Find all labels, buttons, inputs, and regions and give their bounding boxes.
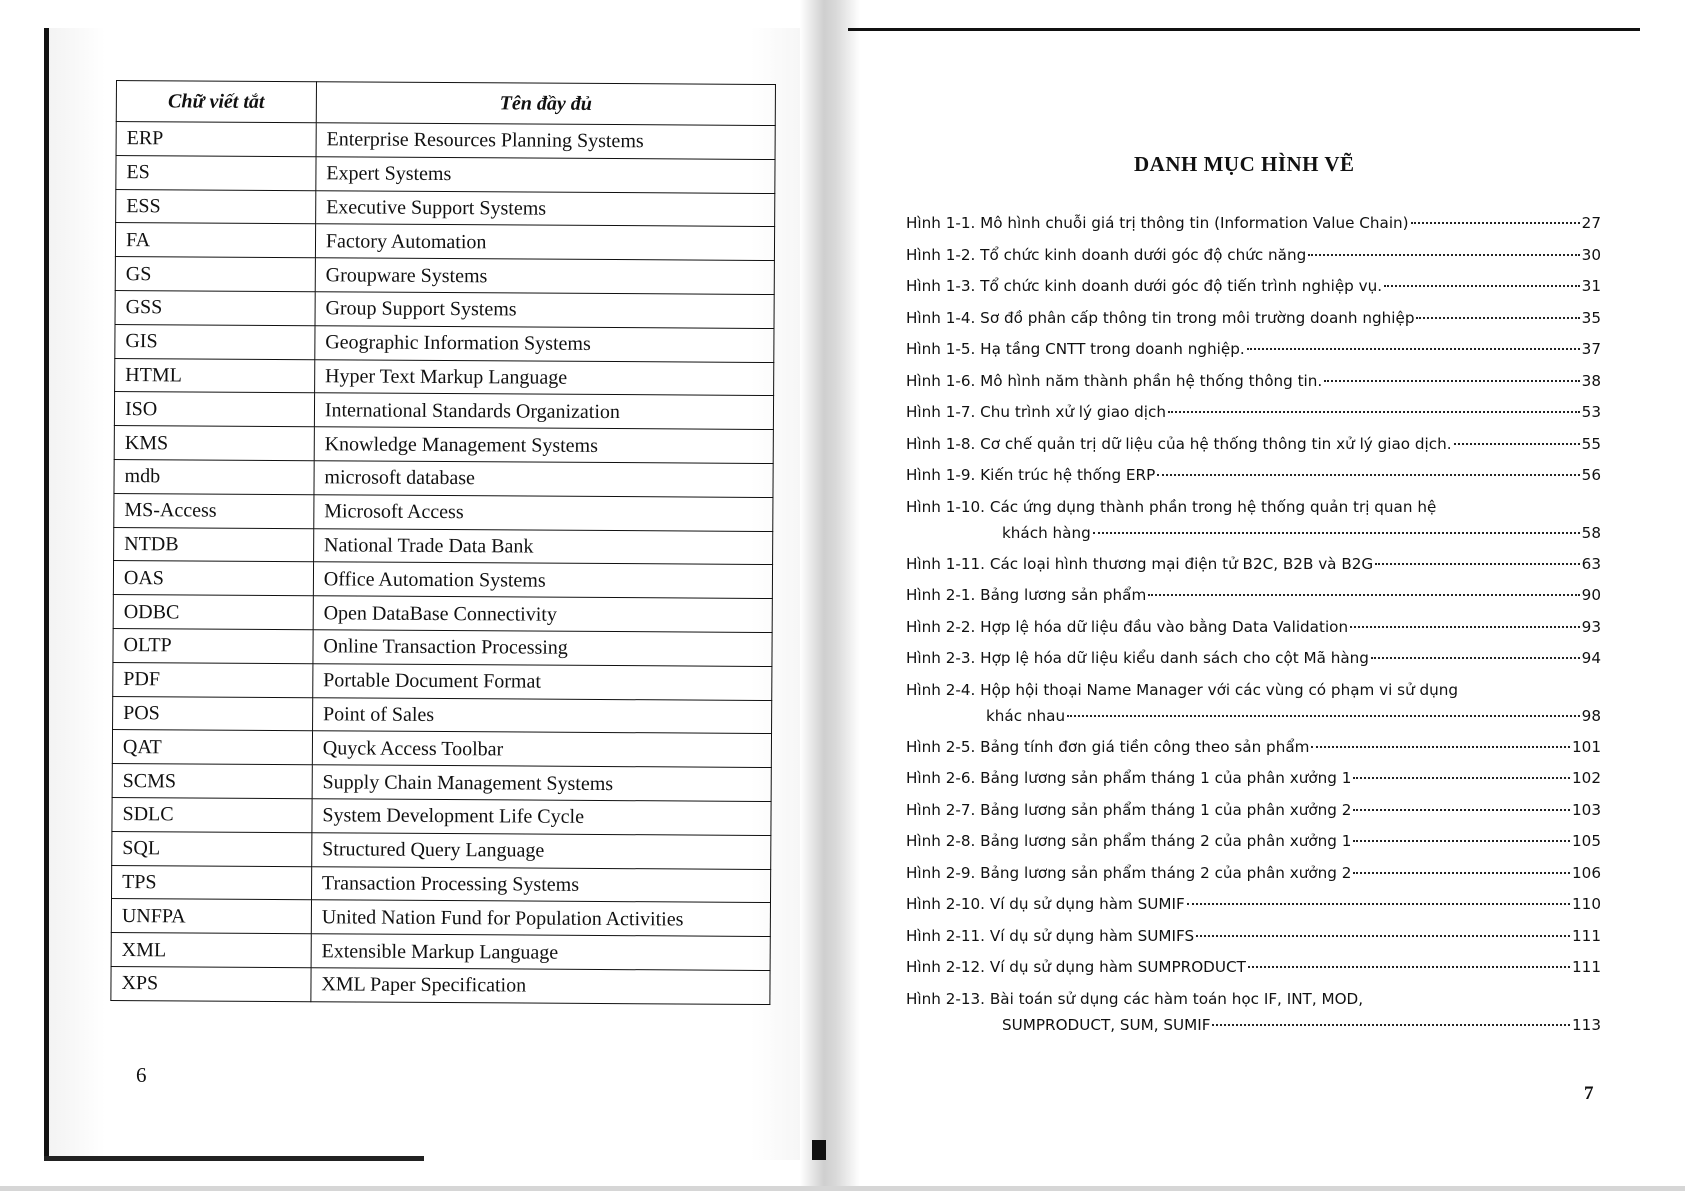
abbreviation-cell: ERP bbox=[116, 122, 316, 157]
figure-page-number: 102 bbox=[1572, 769, 1601, 787]
abbreviation-cell: PDF bbox=[113, 662, 313, 697]
table-row bbox=[111, 933, 770, 971]
abbreviation-cell: SQL bbox=[112, 831, 312, 866]
figure-label: Hình 2-6. Bảng lương sản phẩm tháng 1 của phân xưởng 1 bbox=[906, 769, 1352, 787]
table-row bbox=[116, 189, 775, 227]
table-header-row bbox=[116, 81, 775, 126]
abbreviation-cell: NTDB bbox=[114, 527, 314, 562]
figure-label: Hình 2-8. Bảng lương sản phẩm tháng 2 của phân xưởng 1 bbox=[906, 832, 1352, 850]
full-name-cell: Structured Query Language bbox=[312, 832, 771, 869]
figure-page-number: 56 bbox=[1581, 466, 1601, 484]
figure-entry bbox=[906, 586, 1601, 618]
table-row bbox=[114, 493, 773, 531]
table-row bbox=[115, 324, 774, 362]
figure-entry bbox=[906, 340, 1601, 372]
figure-entry bbox=[906, 958, 1601, 990]
figure-entry bbox=[906, 277, 1601, 309]
figure-label: Hình 1-8. Cơ chế quản trị dữ liệu của hệ thống thông tin xử lý giao dịch. bbox=[906, 434, 1452, 453]
figure-label-continuation: khách hàng bbox=[1002, 523, 1091, 542]
table-row bbox=[114, 392, 773, 430]
table-row bbox=[111, 899, 770, 937]
table-row bbox=[112, 730, 771, 768]
figure-entry bbox=[906, 927, 1601, 959]
full-name-cell: Knowledge Management Systems bbox=[314, 427, 773, 464]
full-name-cell: Hyper Text Markup Language bbox=[314, 359, 773, 396]
figure-label: Hình 2-3. Hợp lệ hóa dữ liệu kiểu danh sách cho cột Mã hàng bbox=[906, 649, 1369, 667]
figure-page-number: 113 bbox=[1572, 1015, 1601, 1034]
abbreviation-cell: ES bbox=[116, 155, 316, 190]
abbreviation-cell: ODBC bbox=[113, 595, 313, 630]
table-row bbox=[113, 628, 772, 666]
dot-leader bbox=[1308, 254, 1579, 256]
dot-leader bbox=[1350, 626, 1580, 628]
full-name-cell: Microsoft Access bbox=[314, 494, 773, 531]
figure-label: Hình 1-1. Mô hình chuỗi giá trị thông tin (Information Value Chain) bbox=[906, 214, 1409, 232]
full-name-cell: National Trade Data Bank bbox=[313, 528, 772, 565]
abbreviation-cell: XPS bbox=[111, 966, 311, 1001]
table-row bbox=[114, 459, 773, 497]
table-row bbox=[116, 155, 775, 193]
dot-leader bbox=[1196, 935, 1570, 937]
full-name-cell: microsoft database bbox=[314, 461, 773, 498]
figure-entry bbox=[906, 214, 1601, 246]
figure-entry bbox=[906, 498, 1601, 555]
abbreviation-cell: QAT bbox=[112, 730, 312, 765]
abbreviation-cell: OLTP bbox=[113, 628, 313, 663]
figure-page-number: 101 bbox=[1572, 737, 1601, 756]
figure-label: Hình 1-7. Chu trình xử lý giao dịch bbox=[906, 403, 1166, 421]
abbreviation-cell: ISO bbox=[114, 392, 314, 427]
table-row bbox=[115, 290, 774, 328]
figure-page-number: 90 bbox=[1581, 586, 1601, 604]
table-row bbox=[113, 662, 772, 700]
figure-label: Hình 2-10. Ví dụ sử dụng hàm SUMIF bbox=[906, 895, 1185, 913]
abbreviation-cell: GSS bbox=[115, 290, 315, 325]
abbreviation-cell: GS bbox=[115, 257, 315, 292]
dot-leader bbox=[1411, 222, 1580, 224]
dot-leader bbox=[1371, 657, 1580, 659]
abbreviation-table bbox=[110, 80, 776, 1005]
scan-bottom-border bbox=[0, 1186, 1685, 1191]
figure-label: Hình 1-6. Mô hình năm thành phần hệ thống thông tin. bbox=[906, 371, 1323, 390]
right-page-top-line bbox=[848, 28, 1640, 31]
figure-label: Hình 2-11. Ví dụ sử dụng hàm SUMIFS bbox=[906, 926, 1195, 945]
figure-label-continuation-line bbox=[906, 707, 1601, 725]
full-name-cell: Open DataBase Connectivity bbox=[313, 596, 772, 633]
full-name-cell: XML Paper Specification bbox=[311, 968, 770, 1005]
figure-entry bbox=[906, 864, 1601, 896]
figure-page-number: 63 bbox=[1581, 554, 1601, 573]
figure-page-number: 111 bbox=[1572, 926, 1601, 945]
left-page-edge bbox=[44, 28, 49, 1160]
figure-entry bbox=[906, 555, 1601, 587]
figure-page-number: 106 bbox=[1572, 863, 1601, 882]
figure-list-title: DANH MỤC HÌNH VẼ bbox=[1134, 152, 1355, 176]
full-name-cell: United Nation Fund for Population Activities bbox=[311, 900, 770, 937]
full-name-cell: International Standards Organization bbox=[314, 393, 773, 430]
table-row bbox=[114, 426, 773, 464]
figure-page-number: 27 bbox=[1581, 214, 1601, 232]
table-row bbox=[113, 696, 772, 734]
full-name-cell: Factory Automation bbox=[315, 224, 774, 261]
abbreviation-cell: SDLC bbox=[112, 797, 312, 832]
table-row bbox=[111, 865, 770, 903]
full-name-cell: Geographic Information Systems bbox=[315, 326, 774, 363]
dot-leader bbox=[1353, 777, 1570, 779]
dot-leader bbox=[1353, 809, 1570, 811]
abbreviation-cell: UNFPA bbox=[111, 899, 311, 934]
table-row bbox=[115, 257, 774, 295]
dot-leader bbox=[1093, 532, 1580, 534]
figure-label: Hình 1-5. Hạ tầng CNTT trong doanh nghiệp. bbox=[906, 340, 1245, 358]
figure-page-number: 103 bbox=[1572, 800, 1601, 819]
abbreviation-cell: ESS bbox=[116, 189, 316, 224]
figure-page-number: 53 bbox=[1581, 403, 1601, 421]
dot-leader bbox=[1187, 903, 1570, 905]
figure-label: Hình 2-1. Bảng lương sản phẩm bbox=[906, 586, 1147, 604]
full-name-cell: Point of Sales bbox=[312, 697, 771, 734]
full-name-cell: Extensible Markup Language bbox=[311, 934, 770, 971]
header-full-name: Tên đầy đủ bbox=[316, 82, 775, 126]
abbreviation-cell: OAS bbox=[113, 561, 313, 596]
dot-leader bbox=[1157, 474, 1579, 476]
abbreviation-cell: POS bbox=[113, 696, 313, 731]
figure-entry bbox=[906, 435, 1601, 467]
table-row bbox=[113, 561, 772, 599]
abbreviation-cell: FA bbox=[115, 223, 315, 258]
abbreviation-cell: HTML bbox=[115, 358, 315, 393]
figure-label: Hình 2-12. Ví dụ sử dụng hàm SUMPRODUCT bbox=[906, 958, 1246, 976]
abbreviation-cell: SCMS bbox=[112, 764, 312, 799]
table-row bbox=[112, 831, 771, 869]
figure-page-number: 55 bbox=[1581, 434, 1601, 453]
figure-entry bbox=[906, 738, 1601, 770]
figure-entry bbox=[906, 649, 1601, 681]
figure-page-number: 31 bbox=[1581, 277, 1601, 295]
figure-page-number: 58 bbox=[1581, 523, 1601, 542]
figure-page-number: 98 bbox=[1581, 706, 1601, 725]
figure-page-number: 111 bbox=[1572, 958, 1601, 976]
figure-page-number: 37 bbox=[1581, 340, 1601, 358]
full-name-cell: Enterprise Resources Planning Systems bbox=[316, 123, 775, 160]
dot-leader bbox=[1212, 1024, 1570, 1026]
figure-label: Hình 2-5. Bảng tính đơn giá tiền công theo sản phẩm bbox=[906, 737, 1310, 756]
figure-label-continuation: khác nhau bbox=[986, 706, 1066, 725]
dot-leader bbox=[1248, 966, 1570, 968]
gutter-mark bbox=[812, 1140, 826, 1160]
figure-entry bbox=[906, 466, 1601, 498]
page-number-left: 6 bbox=[136, 1063, 147, 1087]
figure-page-number: 105 bbox=[1572, 832, 1601, 850]
figure-entry bbox=[906, 309, 1601, 341]
figure-label: Hình 1-11. Các loại hình thương mại điện tử B2C, B2B và B2G bbox=[906, 554, 1374, 573]
figure-entry bbox=[906, 681, 1601, 738]
table-row bbox=[115, 358, 774, 396]
figure-label: Hình 1-10. Các ứng dụng thành phần trong hệ thống quản trị quan hệ bbox=[906, 497, 1437, 516]
abbreviation-cell: mdb bbox=[114, 459, 314, 494]
dot-leader bbox=[1168, 411, 1580, 413]
figure-label: Hình 2-7. Bảng lương sản phẩm tháng 1 của phân xưởng 2 bbox=[906, 800, 1352, 819]
dot-leader bbox=[1416, 317, 1579, 319]
dot-leader bbox=[1375, 563, 1580, 565]
full-name-cell: Group Support Systems bbox=[315, 292, 774, 329]
dot-leader bbox=[1311, 746, 1570, 748]
full-name-cell: System Development Life Cycle bbox=[312, 799, 771, 836]
figure-page-number: 38 bbox=[1581, 371, 1601, 390]
dot-leader bbox=[1247, 348, 1580, 350]
figure-entry bbox=[906, 372, 1601, 404]
figure-entry bbox=[906, 618, 1601, 650]
abbreviation-cell: TPS bbox=[111, 865, 311, 900]
figure-label: Hình 1-2. Tổ chức kinh doanh dưới góc độ chức năng bbox=[906, 245, 1307, 264]
figure-label: Hình 2-9. Bảng lương sản phẩm tháng 2 của phân xưởng 2 bbox=[906, 863, 1352, 882]
dot-leader bbox=[1353, 872, 1570, 874]
book-gutter bbox=[800, 0, 860, 1191]
full-name-cell: Expert Systems bbox=[316, 157, 775, 194]
abbreviation-cell: KMS bbox=[114, 426, 314, 461]
figure-page-number: 110 bbox=[1572, 895, 1601, 913]
full-name-cell: Groupware Systems bbox=[315, 258, 774, 295]
figure-entry bbox=[906, 769, 1601, 801]
figure-page-number: 35 bbox=[1581, 308, 1601, 327]
figure-list bbox=[906, 214, 1601, 1047]
figure-page-number: 30 bbox=[1581, 245, 1601, 264]
figure-label-continuation-line bbox=[906, 1016, 1601, 1034]
abbreviation-cell: MS-Access bbox=[114, 493, 314, 528]
figure-label-continuation: SUMPRODUCT, SUM, SUMIF bbox=[1002, 1015, 1211, 1034]
full-name-cell: Online Transaction Processing bbox=[313, 630, 772, 667]
table-row bbox=[115, 223, 774, 261]
left-page-bottom-line bbox=[44, 1156, 424, 1161]
figure-page-number: 94 bbox=[1581, 649, 1601, 667]
figure-label: Hình 2-2. Hợp lệ hóa dữ liệu đầu vào bằng Data Validation bbox=[906, 617, 1349, 636]
figure-entry bbox=[906, 990, 1601, 1047]
table-row bbox=[111, 966, 770, 1004]
figure-entry bbox=[906, 403, 1601, 435]
figure-label: Hình 1-4. Sơ đồ phân cấp thông tin trong môi trường doanh nghiệp bbox=[906, 308, 1415, 327]
figure-page-number: 93 bbox=[1581, 617, 1601, 636]
figure-label: Hình 2-4. Hộp hội thoại Name Manager với các vùng có phạm vi sử dụng bbox=[906, 680, 1459, 699]
dot-leader bbox=[1353, 840, 1570, 842]
figure-label-continuation-line bbox=[906, 524, 1601, 542]
full-name-cell: Executive Support Systems bbox=[315, 190, 774, 227]
figure-entry bbox=[906, 246, 1601, 278]
dot-leader bbox=[1324, 380, 1579, 382]
dot-leader bbox=[1454, 443, 1580, 445]
figure-label: Hình 1-3. Tổ chức kinh doanh dưới góc độ tiến trình nghiệp vụ. bbox=[906, 277, 1383, 295]
figure-entry bbox=[906, 801, 1601, 833]
table-row bbox=[112, 797, 771, 835]
table-row bbox=[116, 122, 775, 160]
abbreviation-table-body bbox=[111, 122, 775, 1005]
full-name-cell: Supply Chain Management Systems bbox=[312, 765, 771, 802]
figure-entry bbox=[906, 895, 1601, 927]
table-row bbox=[113, 595, 772, 633]
full-name-cell: Transaction Processing Systems bbox=[311, 866, 770, 903]
page-number-right: 7 bbox=[1584, 1083, 1594, 1104]
figure-entry bbox=[906, 832, 1601, 864]
table-row bbox=[114, 527, 773, 565]
dot-leader bbox=[1067, 715, 1580, 717]
full-name-cell: Portable Document Format bbox=[313, 663, 772, 700]
full-name-cell: Quyck Access Toolbar bbox=[312, 731, 771, 768]
header-abbreviation: Chữ viết tắt bbox=[116, 81, 316, 123]
figure-label: Hình 1-9. Kiến trúc hệ thống ERP bbox=[906, 466, 1156, 484]
table-row bbox=[112, 764, 771, 802]
dot-leader bbox=[1384, 285, 1580, 287]
abbreviation-cell: GIS bbox=[115, 324, 315, 359]
dot-leader bbox=[1148, 594, 1579, 596]
figure-label: Hình 2-13. Bài toán sử dụng các hàm toán học IF, INT, MOD, bbox=[906, 989, 1364, 1008]
abbreviation-cell: XML bbox=[111, 933, 311, 968]
full-name-cell: Office Automation Systems bbox=[313, 562, 772, 599]
